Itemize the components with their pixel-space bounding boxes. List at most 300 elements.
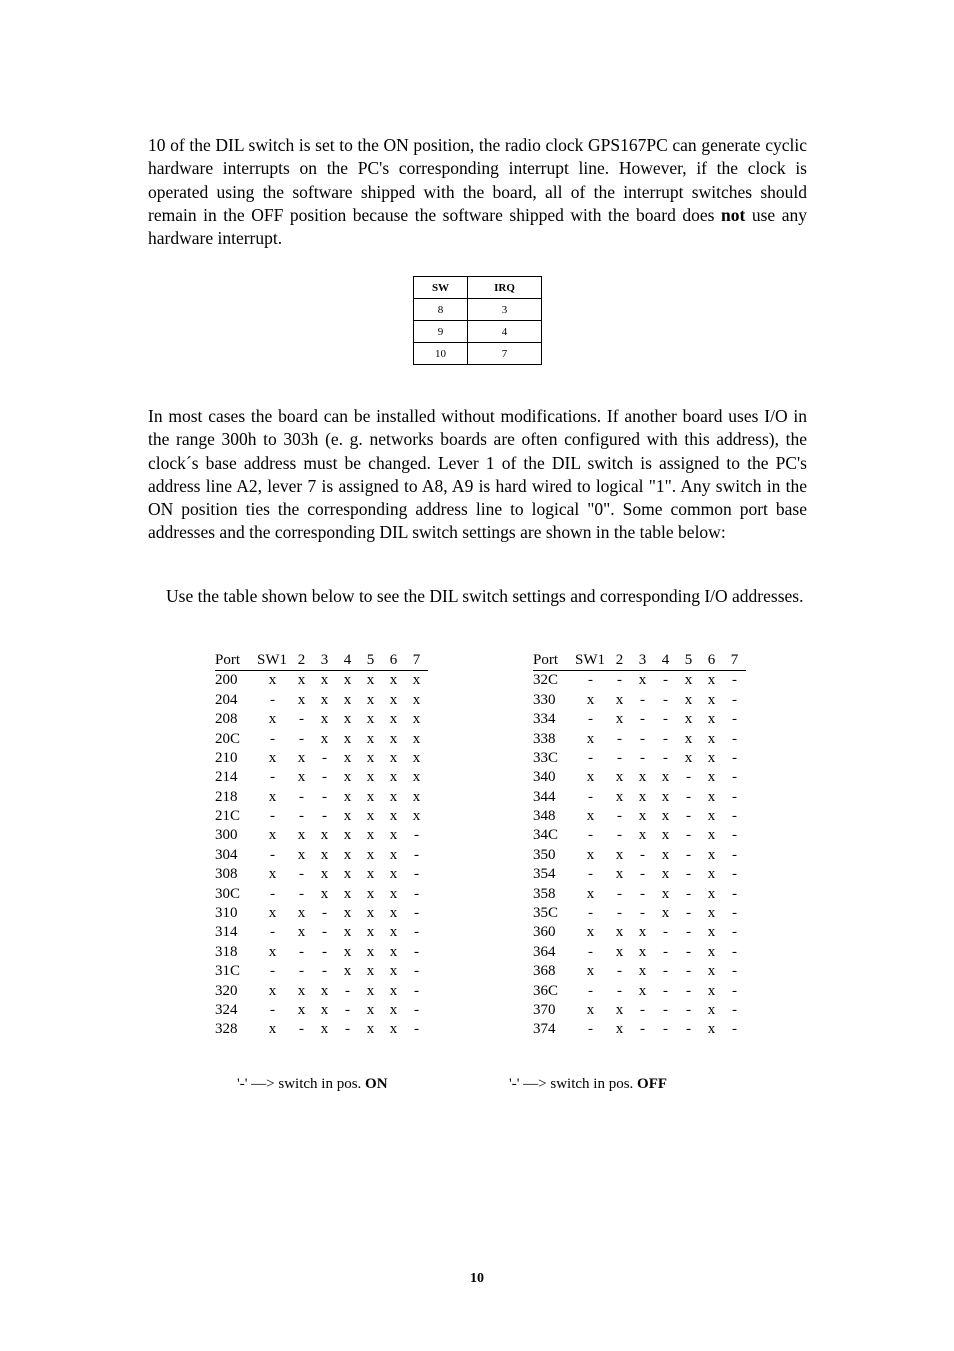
dil-switch-cell: x [586,769,595,786]
dil-table-row [533,943,746,962]
dil-switch-cell: - [686,1001,691,1018]
dil-switch-cell: - [732,672,737,689]
dil-switch-cell: - [686,846,691,863]
dil-switch-cell: x [366,1001,375,1018]
dil-table-row [215,826,428,845]
dil-table-row [533,904,746,923]
dil-switch-cell: x [320,1001,329,1018]
dil-port-cell: 304 [215,846,238,863]
dil-table-row [215,807,428,826]
irq-table-header [414,277,542,299]
legend-off-text: '-' —> switch in pos. [509,1076,638,1092]
dil-switch-cell: - [617,730,622,747]
dil-switch-cell: - [414,846,419,863]
page-number: 10 [470,1271,484,1286]
dil-switch-cell: x [615,924,624,941]
dil-switch-cell: - [640,730,645,747]
dil-switch-cell: x [366,866,375,883]
dil-switch-cell: - [686,982,691,999]
dil-switch-cell: x [366,672,375,689]
dil-table-row [533,982,746,1001]
dil-switch-cell: x [661,905,670,922]
dil-switch-cell: x [389,866,398,883]
dil-switch-cell: - [732,711,737,728]
dil-switch-cell: x [366,846,375,863]
dil-switch-cell: x [320,982,329,999]
dil-switch-cell: - [588,788,593,805]
dil-port-cell: 334 [533,711,556,728]
dil-switch-cell: - [732,730,737,747]
dil-switch-cell: - [322,808,327,825]
dil-switch-cell: x [638,924,647,941]
dil-switch-cell: - [270,963,275,980]
dil-switch-cell: - [640,711,645,728]
irq-header-sw: SW [414,277,468,299]
dil-header-cell: 6 [700,651,723,671]
dil-switch-cell: - [322,769,327,786]
dil-switch-cell: - [345,1001,350,1018]
dil-switch-cell: - [686,788,691,805]
dil-switch-cell: - [414,924,419,941]
dil-switch-cell: - [588,672,593,689]
dil-switch-cell: x [366,730,375,747]
dil-switch-cell: x [615,711,624,728]
dil-switch-cell: x [389,788,398,805]
dil-switch-cell: x [366,963,375,980]
dil-switch-cell: x [297,769,306,786]
dil-port-cell: 328 [215,1021,238,1038]
dil-switch-cell: - [414,943,419,960]
dil-switch-cell: - [663,730,668,747]
dil-switch-cell: x [707,982,716,999]
dil-header-cell: 2 [290,651,313,671]
dil-table-row [215,1020,428,1039]
dil-table-row [215,885,428,904]
dil-switch-cell: - [588,866,593,883]
dil-header-cell: 4 [654,651,677,671]
dil-switch-cell: x [661,827,670,844]
dil-switch-cell: x [320,866,329,883]
irq-cell-irq: 4 [468,321,542,343]
dil-table-row [533,671,746,691]
irq-table-row [414,299,542,321]
dil-table-row [215,691,428,710]
dil-switch-cell: x [343,749,352,766]
dil-switch-cell: x [707,866,716,883]
dil-switch-cell: x [638,788,647,805]
dil-switch-cell: - [640,885,645,902]
dil-switch-cell: - [322,788,327,805]
dil-switch-cell: x [297,1001,306,1018]
dil-switch-cell: x [268,827,277,844]
dil-switch-cell: - [686,1021,691,1038]
table-intro-paragraph: Use the table shown below to see the DIL switch settings and corresponding I/O addresses. [166,586,804,606]
dil-switch-cell: - [414,827,419,844]
dil-switch-cell: x [707,963,716,980]
dil-switch-cell: x [707,711,716,728]
dil-table-row [215,923,428,942]
dil-port-cell: 214 [215,769,238,786]
dil-switch-cell: - [414,866,419,883]
dil-switch-cell: x [661,885,670,902]
dil-switch-cell: x [343,711,352,728]
dil-port-cell: 34C [533,827,559,844]
dil-switch-cell: x [297,672,306,689]
dil-switch-cell: x [343,924,352,941]
dil-switch-cell: - [617,905,622,922]
dil-switch-cell: x [343,672,352,689]
dil-switch-cell: - [663,1001,668,1018]
dil-switch-cell: x [661,769,670,786]
dil-header-cell: Port [533,651,573,671]
dil-port-cell: 320 [215,982,238,999]
irq-cell-sw: 10 [414,343,468,365]
dil-switch-cell: - [663,982,668,999]
dil-switch-cell: x [268,672,277,689]
dil-switch-cell: - [732,749,737,766]
dil-port-cell: 368 [533,963,556,980]
dil-switch-cell: x [389,885,398,902]
dil-switch-cell: - [617,749,622,766]
dil-switch-cell: - [588,943,593,960]
dil-switch-cell: - [732,769,737,786]
dil-table-row [533,788,746,807]
dil-port-cell: 360 [533,924,556,941]
dil-switch-cell: - [299,885,304,902]
dil-switch-cell: x [615,769,624,786]
dil-switch-cell: x [707,827,716,844]
dil-switch-cell: - [732,866,737,883]
dil-switch-cell: x [297,691,306,708]
dil-switch-cell: x [684,749,693,766]
dil-switch-cell: x [268,982,277,999]
dil-table-row [215,729,428,748]
dil-switch-cell: x [661,808,670,825]
dil-switch-cell: x [389,924,398,941]
legend-on-bold: ON [365,1076,388,1092]
dil-table-row [215,671,428,691]
dil-port-cell: 324 [215,1001,238,1018]
dil-switch-cell: x [684,691,693,708]
dil-switch-cell: x [638,963,647,980]
dil-switch-cell: x [343,730,352,747]
dil-port-cell: 218 [215,788,238,805]
dil-switch-cell: x [615,846,624,863]
dil-switch-cell: - [640,905,645,922]
dil-switch-cell: x [343,788,352,805]
dil-header-cell: 3 [631,651,654,671]
dil-switch-cell: x [320,1021,329,1038]
dil-table-row [215,904,428,923]
dil-switch-cell: - [686,943,691,960]
dil-switch-cell: x [366,982,375,999]
dil-header-cell: 3 [313,651,336,671]
dil-table-row [215,982,428,1001]
dil-port-cell: 310 [215,905,238,922]
dil-switch-cell: x [268,943,277,960]
dil-switch-cell: - [414,963,419,980]
dil-switch-cell: - [732,827,737,844]
dil-switch-cell: - [414,1021,419,1038]
dil-switch-cell: x [366,691,375,708]
dil-switch-cell: - [640,749,645,766]
dil-table-row [533,729,746,748]
dil-switch-cell: x [389,982,398,999]
dil-switch-cell: - [640,866,645,883]
dil-switch-cell: - [732,1001,737,1018]
dil-switch-cell: x [320,711,329,728]
dil-port-cell: 344 [533,788,556,805]
dil-switch-cell: x [615,788,624,805]
dil-table-right [533,651,746,1040]
dil-switch-cell: x [389,943,398,960]
dil-switch-cell: - [732,1021,737,1038]
dil-switch-cell: - [732,846,737,863]
dil-switch-cell: x [297,749,306,766]
dil-switch-cell: x [586,691,595,708]
dil-switch-cell: x [615,866,624,883]
dil-switch-cell: x [366,924,375,941]
dil-table-row [533,826,746,845]
dil-switch-cell: x [366,827,375,844]
dil-switch-cell: x [297,924,306,941]
dil-switch-cell: x [366,943,375,960]
dil-port-cell: 314 [215,924,238,941]
dil-switch-cell: x [343,885,352,902]
dil-port-cell: 31C [215,963,241,980]
dil-switch-cell: x [389,963,398,980]
dil-switch-cell: - [299,866,304,883]
dil-switch-cell: x [412,691,421,708]
dil-switch-cell: x [297,846,306,863]
dil-port-cell: 21C [215,808,241,825]
dil-table-row [215,710,428,729]
irq-table-row [414,321,542,343]
dil-switch-cell: x [268,866,277,883]
dil-switch-cell: x [638,982,647,999]
dil-port-cell: 204 [215,691,238,708]
base-address-paragraph: In most cases the board can be installed without modifications. If another board uses I/O in the range 300h to 303h (e. g. networks boards are often configured with this address), the clock´s base address must be changed. Lever 1 of the DIL switch is assigned to the PC's address line A2, lever 7 is assigned to A8, A9 is hard wired to logical "1". Any switch in the ON position ties the corresponding address line to logical "0". Some common port base addresses and the corresponding DIL switch settings are shown in the table below: [148,406,807,543]
dil-switch-cell: - [299,943,304,960]
dil-table-row [533,807,746,826]
dil-switch-cell: x [297,827,306,844]
dil-switch-cell: x [268,1021,277,1038]
dil-switch-cell: x [586,1001,595,1018]
dil-switch-cell: x [389,827,398,844]
dil-switch-cell: - [732,885,737,902]
dil-switch-cell: - [663,691,668,708]
dil-table-row [533,749,746,768]
dil-switch-cell: x [661,788,670,805]
dil-table-row [533,962,746,981]
dil-switch-cell: x [320,885,329,902]
dil-switch-cell: x [615,1021,624,1038]
dil-switch-cell: - [322,943,327,960]
dil-switch-cell: - [617,827,622,844]
dil-header-cell: 7 [723,651,746,671]
dil-switch-cell: x [707,808,716,825]
dil-port-cell: 33C [533,749,559,766]
dil-switch-cell: - [322,749,327,766]
dil-switch-cell: - [732,788,737,805]
dil-switch-cell: x [389,711,398,728]
dil-port-cell: 348 [533,808,556,825]
dil-switch-cell: x [638,769,647,786]
dil-switch-cell: x [707,672,716,689]
dil-switch-cell: - [640,846,645,863]
dil-switch-cell: x [707,924,716,941]
dil-switch-cell: - [732,924,737,941]
dil-switch-cell: x [638,672,647,689]
dil-table-row [215,962,428,981]
intro-text-end: use any hardware interrupt. [148,204,807,249]
dil-switch-cell: - [270,1001,275,1018]
dil-switch-cell: x [389,808,398,825]
dil-switch-cell: - [299,711,304,728]
dil-switch-cell: x [389,1021,398,1038]
dil-switch-cell: x [638,943,647,960]
dil-switch-cell: x [343,905,352,922]
dil-switch-cell: x [389,672,398,689]
dil-switch-cell: - [588,827,593,844]
dil-switch-cell: x [684,730,693,747]
dil-switch-cell: - [299,788,304,805]
dil-port-cell: 300 [215,827,238,844]
dil-table-row [533,768,746,787]
irq-cell-irq: 3 [468,299,542,321]
dil-table-row [533,1001,746,1020]
dil-switch-cell: x [707,769,716,786]
dil-port-cell: 330 [533,691,556,708]
dil-switch-cell: x [268,749,277,766]
dil-switch-cell: - [414,1001,419,1018]
dil-switch-cell: x [389,905,398,922]
dil-switch-cell: - [640,1021,645,1038]
dil-table-row [533,691,746,710]
dil-switch-cell: - [588,982,593,999]
dil-port-cell: 358 [533,885,556,902]
dil-switch-cell: x [707,749,716,766]
dil-header-cell: 5 [677,651,700,671]
dil-port-cell: 338 [533,730,556,747]
dil-switch-cell: - [270,769,275,786]
dil-header-cell: 5 [359,651,382,671]
dil-switch-cell: - [345,1021,350,1038]
dil-table-row [533,846,746,865]
dil-port-cell: 318 [215,943,238,960]
dil-switch-cell: x [343,846,352,863]
dil-switch-cell: x [343,963,352,980]
dil-switch-cell: - [270,691,275,708]
dil-switch-cell: - [588,905,593,922]
dil-port-cell: 35C [533,905,559,922]
dil-switch-cell: x [615,943,624,960]
dil-port-cell: 200 [215,672,238,689]
dil-table-row [215,749,428,768]
dil-switch-cell: - [686,885,691,902]
dil-switch-cell: x [412,672,421,689]
dil-table-row [533,923,746,942]
dil-switch-cell: x [615,1001,624,1018]
dil-switch-cell: - [588,711,593,728]
intro-paragraph [148,134,807,250]
dil-switch-cell: x [412,730,421,747]
dil-port-cell: 350 [533,846,556,863]
dil-switch-cell: x [320,846,329,863]
dil-switch-cell: - [617,808,622,825]
dil-switch-cell: x [389,749,398,766]
dil-switch-cell: x [586,808,595,825]
dil-switch-cell: x [366,808,375,825]
dil-switch-cell: - [322,924,327,941]
dil-switch-cell: x [389,730,398,747]
dil-table-row [533,1020,746,1039]
dil-switch-cell: - [345,982,350,999]
dil-port-cell: 374 [533,1021,556,1038]
dil-port-cell: 208 [215,711,238,728]
dil-switch-cell: - [414,885,419,902]
dil-port-cell: 32C [533,672,559,689]
legend-off [509,1076,667,1093]
dil-port-cell: 354 [533,866,556,883]
dil-switch-cell: - [663,711,668,728]
dil-switch-cell: x [661,846,670,863]
dil-switch-cell: - [686,808,691,825]
dil-switch-cell: - [663,924,668,941]
legend-on [237,1076,388,1093]
dil-switch-cell: x [412,711,421,728]
dil-switch-cell: x [343,769,352,786]
dil-port-cell: 364 [533,943,556,960]
dil-switch-cell: x [707,1021,716,1038]
dil-switch-cell: - [588,749,593,766]
dil-switch-cell: - [732,691,737,708]
dil-switch-cell: x [707,788,716,805]
dil-switch-cell: x [389,846,398,863]
dil-switch-cell: - [414,982,419,999]
dil-header-cell: Port [215,651,255,671]
dil-table-row [215,1001,428,1020]
dil-switch-cell: x [707,905,716,922]
dil-switch-cell: x [586,924,595,941]
dil-switch-cell: - [299,808,304,825]
dil-switch-cell: x [412,808,421,825]
dil-switch-cell: x [366,885,375,902]
dil-switch-cell: x [320,730,329,747]
dil-table-header [533,651,746,671]
dil-switch-cell: - [732,808,737,825]
dil-header-cell: 2 [608,651,631,671]
dil-switch-cell: x [586,846,595,863]
dil-switch-cell: - [270,885,275,902]
dil-switch-cell: - [663,943,668,960]
dil-switch-cell: - [299,730,304,747]
dil-switch-cell: x [707,691,716,708]
dil-header-cell: SW1 [255,651,290,671]
dil-switch-cell: x [412,769,421,786]
irq-header-irq: IRQ [468,277,542,299]
dil-header-cell: 6 [382,651,405,671]
dil-switch-cell: x [389,1001,398,1018]
dil-switch-cell: x [366,769,375,786]
dil-switch-cell: - [663,749,668,766]
dil-switch-cell: x [366,1021,375,1038]
dil-switch-cell: - [322,963,327,980]
dil-switch-cell: x [707,885,716,902]
dil-switch-cell: x [343,808,352,825]
dil-table-row [215,768,428,787]
dil-switch-cell: x [343,827,352,844]
